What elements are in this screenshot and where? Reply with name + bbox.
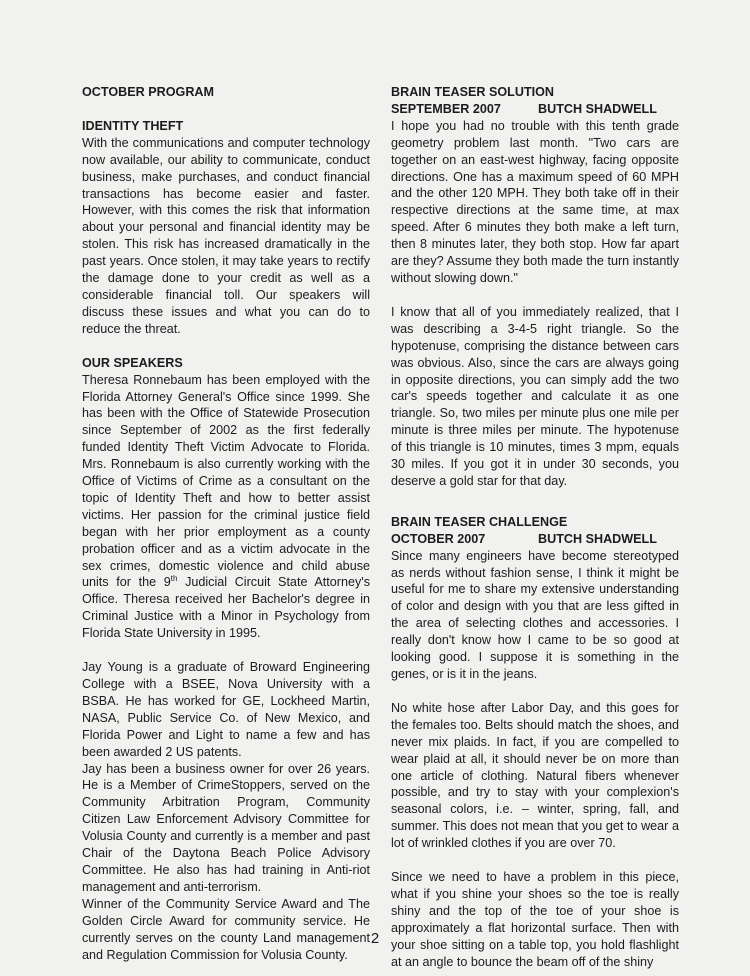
challenge-paragraph-2: No white hose after Labor Day, and this goes for the females too. Belts should match the shoes, and never mix plaids. In fact, if you are compelled to wear plaid at all, it should never be on more than one article of clothing. Natural fibers whenever possible, and try to stay with your complexion's seasonal colors, i.e. – winter, spring, fall, and summer. This does not mean that you get to wear a lot of wrinkled clothes if you are over 70. bbox=[391, 700, 679, 851]
our-speakers-heading: OUR SPEAKERS bbox=[82, 355, 183, 370]
october-program-heading: OCTOBER PROGRAM bbox=[82, 85, 215, 99]
page-number: 2 bbox=[370, 930, 380, 947]
challenge-date: OCTOBER 2007 bbox=[391, 531, 486, 546]
solution-paragraph-2: I know that all of you immediately realized, that I was describing a 3-4-5 right triangle. So the hypotenuse, comprising the distance between cars was obvious. Also, since the cars are always going in opposite directions, you can simply add the two car's speeds together and calculate it as one triangle. So, two miles per minute plus one mile per minute is three miles per minute. The hypotenuse of this triangle is 10 minutes, times 3 mpm, equals 30 miles. If you got it in under 30 seconds, you deserve a gold star for that day. bbox=[391, 304, 679, 488]
speaker2-bio-business: Jay has been a business owner for over 26 years. He is a Member of CrimeStoppers, served on the Community Arbitration Program, Community Citizen Law Enforcement Advisory Committee for Volusia County and currently is a member and past Chair of the Daytona Beach Police Advisory Committee. He also has had training in Anti-riot management and anti-terrorism. bbox=[82, 761, 370, 894]
solution-date: SEPTEMBER 2007 bbox=[391, 101, 501, 116]
solution-author: BUTCH SHADWELL bbox=[538, 101, 657, 116]
challenge-paragraph-1: Since many engineers have become stereotyped as nerds without fashion sense, I think it might be useful for me to share my extensive understanding of color and design with you that are less gifted in the area of selecting clothes and accessories. I really don't know how I came to be so good at looking good. I suppose it is something in the genes, or is it in the jeans. bbox=[391, 548, 679, 681]
solution-paragraph-1: I hope you had no trouble with this tenth grade geometry problem last month. "Two cars are together on an east-west highway, facing opposite directions. One has a maximum speed of 60 MPH and the other 120 MPH. They both take off in their respective directions at the same time, at max speed. After 6 minutes they both make a left turn, then 8 minutes later, they both stop. How far apart are they? Assume they both made the turn instantly without slowing down." bbox=[391, 118, 679, 285]
identity-theft-heading: IDENTITY THEFT bbox=[82, 118, 184, 133]
challenge-byline bbox=[391, 531, 679, 548]
speaker1-bio bbox=[82, 372, 370, 643]
speaker1-bio-part1: Theresa Ronnebaum has been employed with the Florida Attorney General's Office since 1999. She has been with the Office of Statewide Prosecution since September of 2002 as the first federally funded Identity Theft Victim Advocate to Florida. Mrs. Ronnebaum is also currently working with the Office of Victims of Crime as a consultant on the topic of Identity Theft and how to better assist victims. Her passion for the criminal justice field began with her prior employment as a county probation officer and as a victim advocate in the sex crimes, domestic violence and child abuse units for the 9 bbox=[82, 372, 370, 590]
solution-byline bbox=[391, 101, 679, 118]
speaker2-bio-awards: Winner of the Community Service Award and The Golden Circle Award for community service. He currently serves on the county Land management and Regulation Commission for Volusia County. bbox=[82, 896, 370, 962]
identity-theft-text: With the communications and computer technology now available, our ability to communicate, conduct business, make purchases, and conduct financial transactions has become easier and faster. However, with this comes the risk that information about your personal and financial identity may be stolen. This risk has increased dramatically in the past years. Once stolen, it may take years to rectify the damage done to your credit as well as a considerable financial toll. Our speakers will discuss these issues and what you can do to reduce the threat. bbox=[82, 135, 370, 336]
brain-teaser-challenge-heading: BRAIN TEASER CHALLENGE bbox=[391, 514, 568, 529]
right-column bbox=[391, 84, 679, 971]
speaker1-bio-part2: Judicial Circuit State Attorney's Office. Theresa received her Bachelor's degree in Criminal Justice with a Minor in Psychology from Florida State University in 1995. bbox=[82, 575, 370, 641]
left-column bbox=[82, 84, 370, 963]
challenge-paragraph-3: Since we need to have a problem in this piece, what if you shine your shoes so the toe is really shiny and the top of the toe of your shoe is approximately a flat horizontal surface. Then with your shoe sitting on a table top, you hold flashlight at an angle to bounce the beam off of the shiny bbox=[391, 870, 679, 969]
speaker2-bio-education: Jay Young is a graduate of Broward Engineering College with a BSEE, Nova University with a BSBA. He has worked for GE, Lockheed Martin, NASA, Public Service Co. of New Mexico, and Florida Power and Light to name a few and has been awarded 2 US patents. bbox=[82, 660, 370, 759]
challenge-author: BUTCH SHADWELL bbox=[538, 531, 657, 546]
brain-teaser-solution-heading: BRAIN TEASER SOLUTION bbox=[391, 85, 555, 99]
ordinal-superscript: th bbox=[170, 574, 178, 584]
